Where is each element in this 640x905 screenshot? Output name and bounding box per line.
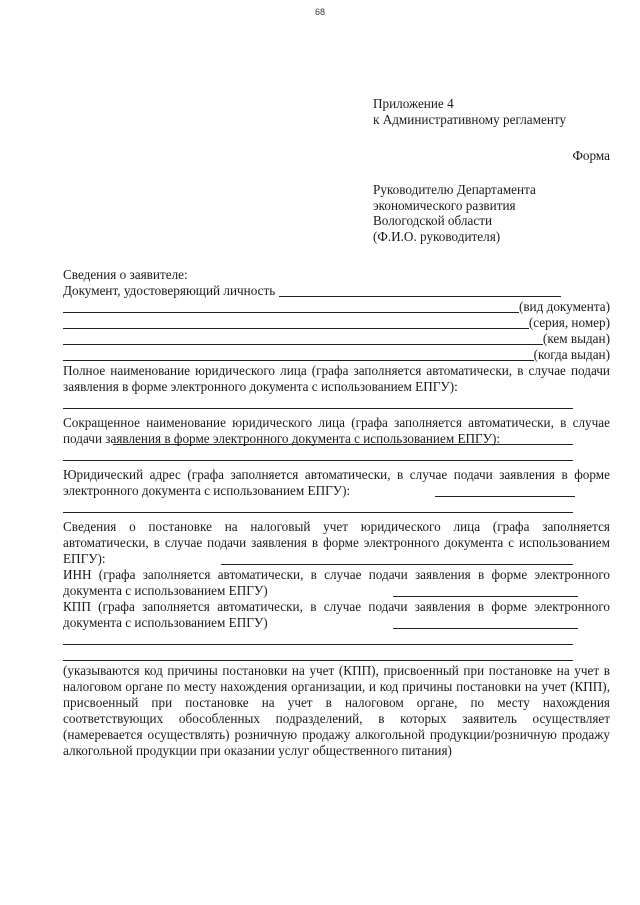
applicant-heading: Сведения о заявителе: (63, 267, 188, 282)
kpp-label: КПП (графа заполняется автоматически, в случае подачи заявления в форме электронного документа с использованием ЕПГУ) (63, 599, 610, 630)
issued-by-row (63, 331, 610, 347)
short-name-field[interactable] (113, 444, 573, 445)
kpp-field[interactable] (393, 628, 578, 629)
issued-by-field[interactable] (63, 332, 543, 345)
legal-address-field[interactable] (435, 496, 575, 497)
legal-address-label: Юридический адрес (графа заполняется автоматически, в случае подачи заявления в форме электронного документа с использованием ЕПГУ): (63, 467, 610, 498)
doc-type-row (63, 299, 610, 315)
doc-type-caption: (вид документа) (518, 299, 610, 314)
addressee-line: Руководителю Департамента (373, 182, 536, 197)
id-document-field[interactable] (279, 284, 561, 297)
issued-when-caption: (когда выдан) (533, 347, 610, 362)
inn-label: ИНН (графа заполняется автоматически, в случае подачи заявления в форме электронного документа с использованием ЕПГУ) (63, 567, 610, 598)
appendix-line: Приложение 4 (373, 96, 454, 111)
addressee-line: экономического развития (373, 197, 516, 213)
tax-registration-field[interactable] (221, 564, 573, 565)
page-number: 68 (314, 7, 325, 17)
form-label: Форма (572, 148, 610, 163)
kpp-note: (указываются код причины постановки на учет (КПП), присвоенный при постановке на учет в налоговом органе по месту нахождения организации, и код причины постановки на учет (КПП), присвоенный при постановке на учет в налоговом органе, по месту нахождения соответствующих обособленных подразделений, в которых заявитель осуществляет (намеревается осуществлять) розничную продажу алкогольной продукции/розничную продажу алкогольной продукции при оказании услуг общественного питания) (63, 663, 610, 758)
appendix-header (373, 96, 566, 127)
inn-field[interactable] (393, 596, 578, 597)
legal-address-field-2[interactable] (63, 499, 610, 515)
short-name-label: Сокращенное наименование юридического лица (графа заполняется автоматически, в случае подачи заявления в форме электронного документа с использованием ЕПГУ): (63, 415, 610, 446)
form-body (63, 267, 610, 759)
doc-type-field[interactable] (63, 300, 519, 313)
series-number-caption: (серия, номер) (528, 315, 610, 330)
series-number-row (63, 315, 610, 331)
addressee-line: (Ф.И.О. руководителя) (373, 229, 501, 245)
addressee-block (373, 182, 536, 245)
appendix-line: к Административному регламенту (373, 111, 567, 127)
id-document-row (63, 283, 610, 299)
kpp-field-2[interactable] (63, 631, 610, 647)
addressee-line: Вологодской области (373, 213, 493, 229)
kpp-field-3[interactable] (63, 647, 610, 663)
full-name-label: Полное наименование юридического лица (графа заполняется автоматически, в случае подачи заявления в форме электронного документа с использованием ЕПГУ): (63, 363, 610, 394)
series-number-field[interactable] (63, 316, 529, 329)
id-document-label: Документ, удостоверяющий личность (63, 283, 276, 298)
issued-by-caption: (кем выдан) (542, 331, 610, 346)
full-name-field[interactable] (63, 395, 610, 411)
issued-when-row (63, 347, 610, 363)
short-name-field-2[interactable] (63, 447, 610, 463)
tax-registration-label: Сведения о постановке на налоговый учет юридического лица (графа заполняется автоматически, в случае подачи заявления в форме электронного документа с использованием ЕПГУ): (63, 519, 610, 566)
issued-when-field[interactable] (63, 348, 534, 361)
